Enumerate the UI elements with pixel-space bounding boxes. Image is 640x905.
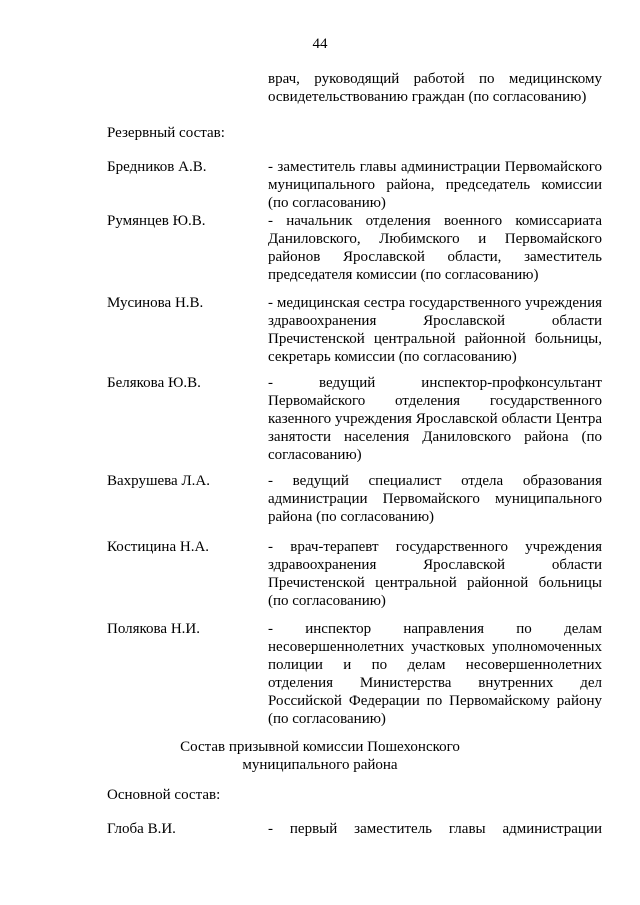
main-section-label: Основной состав: (107, 787, 221, 803)
member-role: - инспектор направления по делам несовершеннолетних участковых уполномоченных полиции и по делам несовершеннолетних отделения Министерства внутренних дел Российской Федерации по Первомайскому району (по согласованию) (268, 621, 602, 727)
member-role: - первый заместитель главы администрации (268, 821, 602, 837)
section-heading-line-2: муниципального района (242, 757, 398, 773)
member-role: - врач-терапевт государственного учреждения здравоохранения Ярославской области Пречистенской центральной районной больницы (по согласованию) (268, 539, 602, 609)
member-name: Полякова Н.И. (107, 621, 201, 637)
member-role: - начальник отделения военного комиссариата Даниловского, Любимского и Первомайского районов Ярославской области, заместитель председателя комиссии (по согласованию) (268, 213, 602, 283)
member-name: Белякова Ю.В. (107, 375, 201, 391)
page-number: 44 (312, 36, 328, 52)
member-name: Румянцев Ю.В. (107, 213, 206, 229)
member-name: Мусинова Н.В. (107, 295, 204, 311)
top-continuation (268, 70, 602, 106)
continuation-line-2: освидетельствованию граждан (по согласованию) (268, 89, 587, 105)
member-name: Костицина Н.А. (107, 539, 210, 555)
member-name: Вахрушева Л.А. (107, 473, 210, 489)
member-name: Глоба В.И. (107, 821, 176, 837)
member-role: - ведущий инспектор-профконсультант Первомайского отделения государственного казенного учреждения Ярославской области Центра занятости населения Даниловского района (по согласованию) (268, 375, 602, 463)
member-role: - ведущий специалист отдела образования администрации Первомайского муниципального района (по согласованию) (268, 473, 602, 525)
continuation-line-1: врач, руководящий работой по медицинскому (268, 71, 602, 87)
section-heading (0, 738, 640, 774)
member-name: Бредников А.В. (107, 159, 207, 175)
reserve-section-label: Резервный состав: (107, 125, 225, 141)
member-role: - заместитель главы администрации Первомайского муниципального района, председатель комиссии (по согласованию) (268, 159, 602, 211)
section-heading-line-1: Состав призывной комиссии Пошехонского (180, 739, 460, 755)
member-role: - медицинская сестра государственного учреждения здравоохранения Ярославской области Пречистенской центральной районной больницы, секретарь комиссии (по согласованию) (268, 295, 602, 365)
